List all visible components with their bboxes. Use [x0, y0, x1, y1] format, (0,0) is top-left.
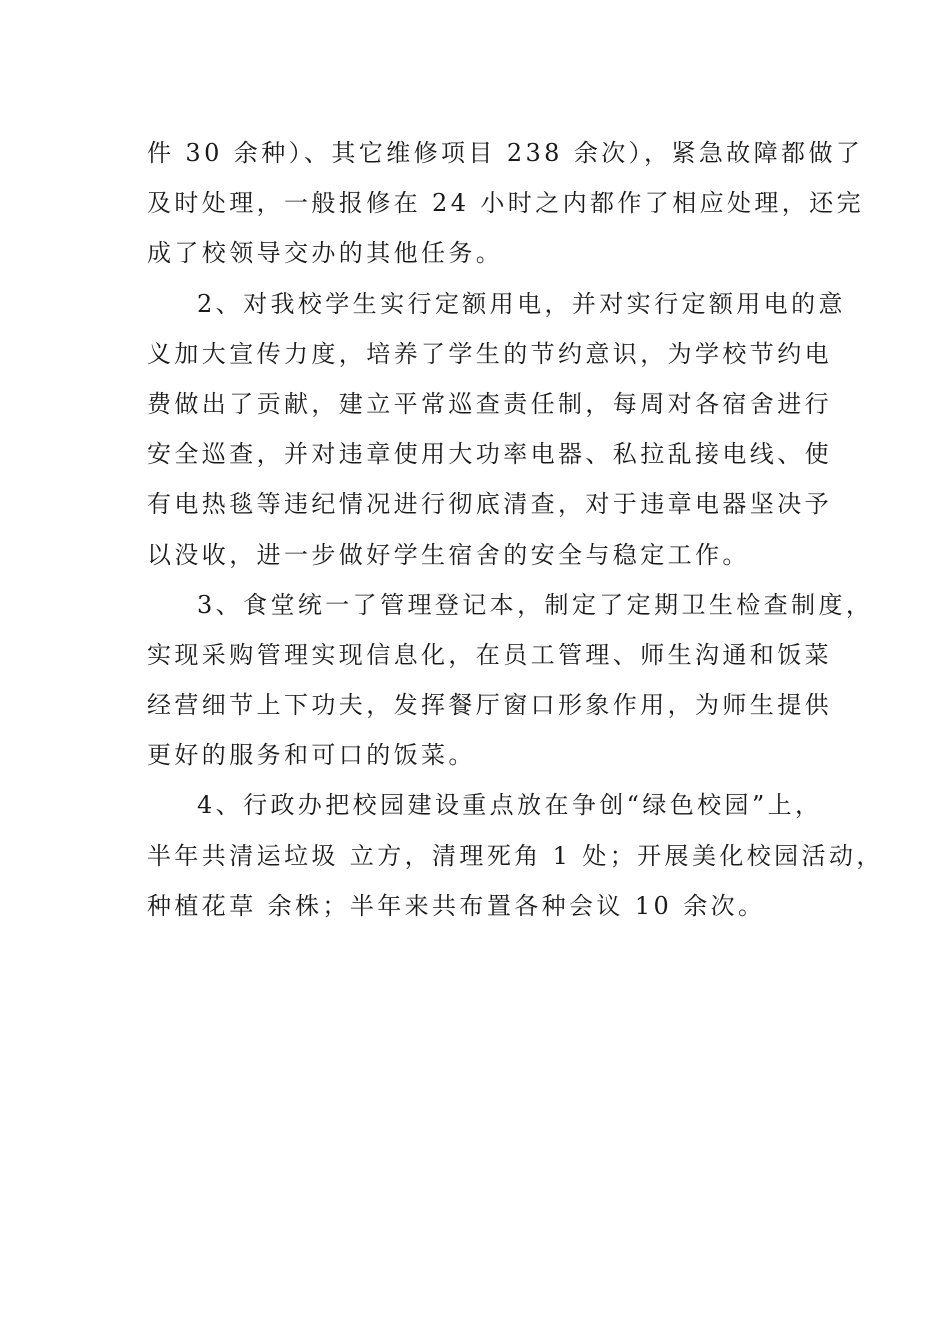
text-line: 费做出了贡献，建立平常巡查责任制，每周对各宿舍进行 — [147, 389, 832, 418]
text-line: 及时处理，一般报修在 24 小时之内都作了相应处理，还完 — [147, 189, 864, 218]
text-line: 种植花草 余株；半年来共布置各种会议 10 余次。 — [147, 891, 766, 920]
text-line: 成了校领导交办的其他任务。 — [147, 239, 504, 268]
text-line: 有电热毯等违纪情况进行彻底清查，对于违章电器坚决予 — [147, 490, 832, 519]
text-line: 义加大宣传力度，培养了学生的节约意识，为学校节约电 — [147, 339, 832, 368]
paragraph-3-first-line: 3、食堂统一了管理登记本，制定了定期卫生检查制度， — [197, 590, 874, 619]
text-line: 经营细节上下功夫，发挥餐厅窗口形象作用，为师生提供 — [147, 691, 832, 720]
paragraph-2-first-line: 2、对我校学生实行定额用电，并对实行定额用电的意 — [197, 289, 846, 318]
text-line: 安全巡查，并对违章使用大功率电器、私拉乱接电线、使 — [147, 440, 832, 469]
text-line: 半年共清运垃圾 立方，清理死角 1 处；开展美化校园活动， — [147, 841, 884, 870]
text-line: 实现采购管理实现信息化，在员工管理、师生沟通和饭菜 — [147, 640, 832, 669]
text-line: 以没收，进一步做好学生宿舍的安全与稳定工作。 — [147, 540, 750, 569]
text-line: 件 30 余种）、其它维修项目 238 余次），紧急故障都做了 — [147, 139, 864, 167]
paragraph-4-first-line: 4、行政办把校园建设重点放在争创“绿色校园”上， — [197, 791, 823, 820]
text-line: 更好的服务和可口的饭菜。 — [147, 741, 476, 770]
body-text — [147, 128, 884, 931]
